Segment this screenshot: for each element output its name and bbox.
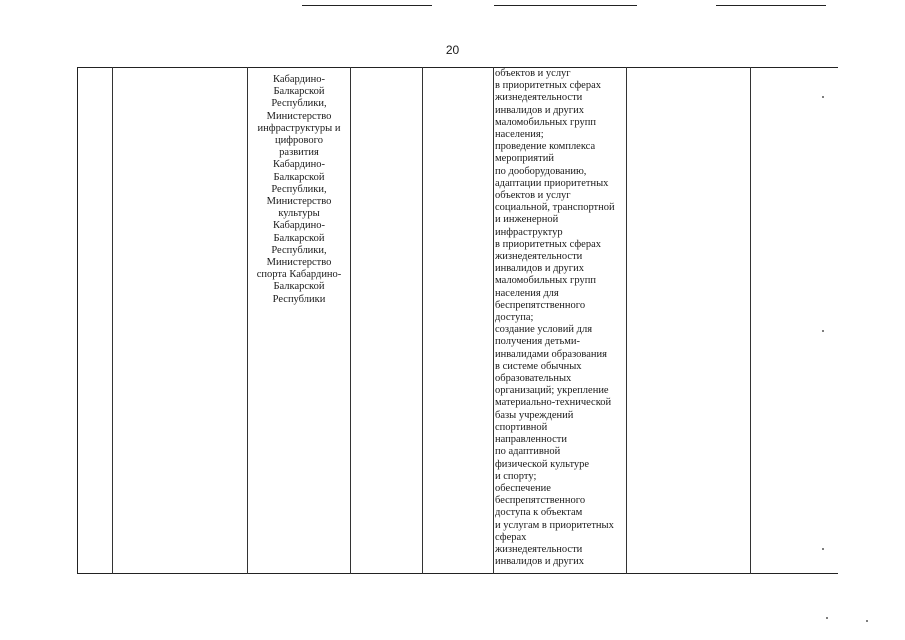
header-rule-1 (302, 5, 432, 6)
header-rule-3 (716, 5, 826, 6)
scan-speck (822, 548, 824, 550)
scan-speck (826, 617, 828, 619)
page-number: 20 (445, 43, 460, 57)
column-divider-3 (350, 67, 351, 574)
scan-speck (822, 96, 824, 98)
measures-cell: объектов и услуг в приоритетных сферах жизнедеятельности инвалидов и других маломобильных групп населения; проведение комплекса мероприятий по дооборудованию, адаптации приоритетных объектов и услуг социальной, транспортной и инженерной инфраструктур в приоритетных сферах жизнедеятельности инвалидов и других маломобильных групп населения для беспрепятственного доступа; создание условий для получения детьми- инвалидами образования в системе обычных образовательных организаций; укрепление материально-технической базы учреждений спортивной направленности по адаптивной физической культуре и спорту; обеспечение беспрепятственного доступа к объектам и услугам в приоритетных сферах жизнедеятельности инвалидов и других (495, 68, 615, 568)
column-divider-4 (422, 67, 423, 574)
header-rule-2 (494, 5, 637, 6)
scan-speck (822, 330, 824, 332)
column-divider-6 (626, 67, 627, 574)
responsible-agencies-cell: Кабардино- Балкарской Республики, Министерство инфраструктуры и цифрового развития Кабардино- Балкарской Республики, Министерство культуры Кабардино- Балкарской Республики, Министерство спорта Кабардино- Балкарской Республики (256, 74, 342, 305)
column-divider-1 (112, 67, 113, 574)
scan-speck (866, 620, 868, 622)
column-divider-7 (750, 67, 751, 574)
table-frame (77, 67, 838, 574)
column-divider-5 (493, 67, 494, 574)
